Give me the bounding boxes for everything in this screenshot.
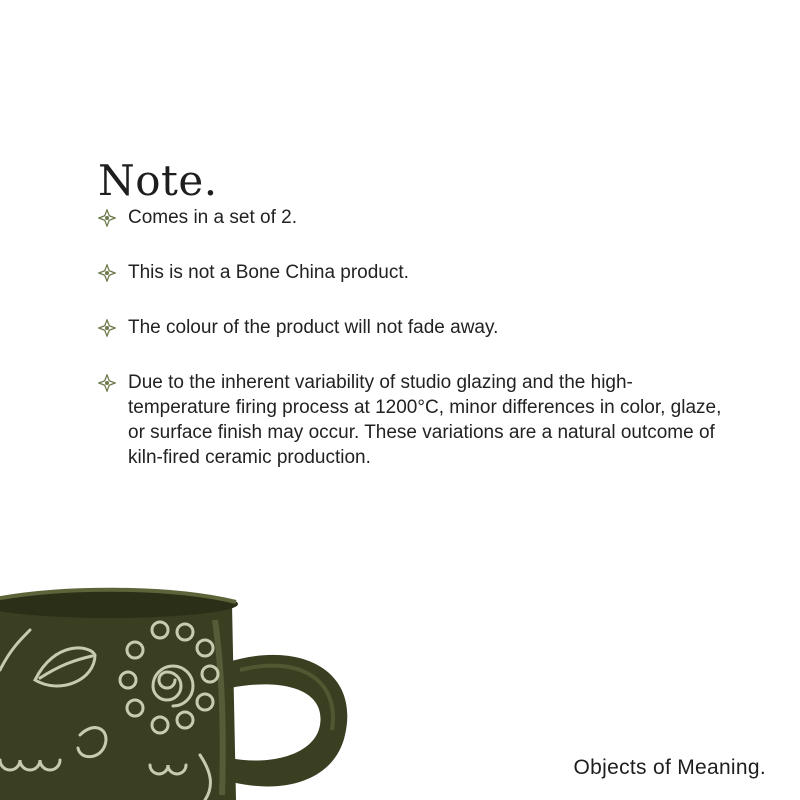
brand-name: Objects of Meaning. [573, 756, 766, 779]
list-item [98, 315, 738, 340]
note-text: The colour of the product will not fade away. [128, 317, 499, 338]
mug-image [0, 570, 380, 800]
flower-bullet-icon [98, 319, 116, 337]
notes-list [98, 205, 738, 500]
page-title: Note. [98, 156, 218, 206]
list-item [98, 370, 728, 470]
note-text: This is not a Bone China product. [128, 262, 409, 283]
list-item [98, 205, 738, 230]
note-text: Due to the inherent variability of studio glazing and the high-temperature firing process at 1200°C, minor differences in color, glaze, or surface finish may occur. These variations are a natural outcome of kiln-fired ceramic production. [128, 372, 722, 468]
mug-handle [228, 655, 347, 787]
note-text: Comes in a set of 2. [128, 207, 297, 228]
flower-bullet-icon [98, 264, 116, 282]
flower-bullet-icon [98, 209, 116, 227]
flower-bullet-icon [98, 374, 116, 392]
list-item [98, 260, 738, 285]
